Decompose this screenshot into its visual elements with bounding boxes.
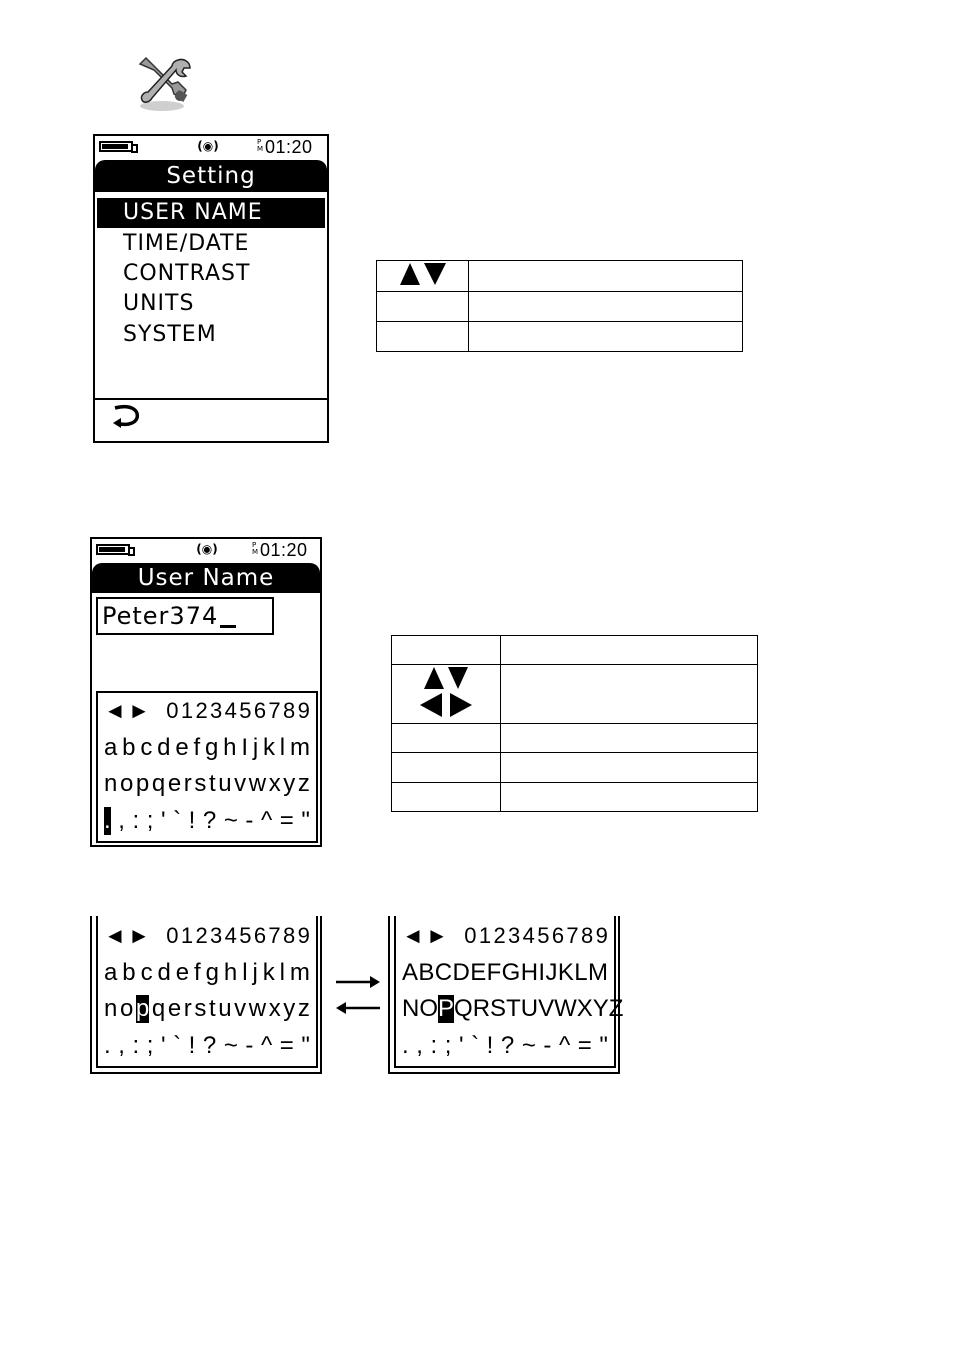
key-table-username	[391, 635, 758, 812]
setting-screen	[93, 134, 329, 443]
right-arrow-key[interactable]: ►	[426, 923, 448, 948]
menu-item[interactable]: CONTRAST	[123, 261, 251, 286]
up-down-arrows-icon	[377, 261, 469, 292]
character-key[interactable]: !	[188, 1032, 196, 1059]
character-row	[104, 1030, 310, 1062]
character-key[interactable]: d	[157, 734, 171, 761]
character-key[interactable]: m	[289, 959, 310, 986]
screen-title: User Name	[92, 563, 320, 593]
character-key[interactable]: 0	[166, 923, 179, 948]
uppercase-grid-frame	[388, 916, 624, 1074]
character-key[interactable]: r	[183, 995, 192, 1022]
character-key[interactable]: 5	[239, 698, 252, 723]
character-key[interactable]: q	[151, 770, 166, 797]
character-key[interactable]: 6	[551, 923, 565, 948]
character-key[interactable]: Y	[592, 995, 609, 1022]
character-key[interactable]: .	[104, 1032, 111, 1059]
character-key[interactable]: E	[470, 959, 487, 986]
character-key[interactable]: M	[587, 959, 608, 986]
character-key[interactable]: s	[194, 770, 207, 797]
direction-arrows-icon	[392, 665, 501, 724]
ampm-indicator: P M	[252, 541, 259, 556]
character-key[interactable]: X	[576, 995, 593, 1022]
lowercase-grid-frame	[90, 916, 322, 1074]
character-key[interactable]: o	[119, 995, 134, 1022]
character-key[interactable]: W	[554, 995, 577, 1022]
character-key[interactable]: 1	[478, 923, 492, 948]
character-row	[402, 993, 624, 1025]
character-key[interactable]: 6	[253, 923, 267, 948]
character-key[interactable]: =	[279, 1032, 294, 1059]
character-key[interactable]: `	[471, 1032, 480, 1059]
character-key[interactable]: 3	[210, 698, 223, 723]
character-key[interactable]: "	[301, 807, 310, 834]
character-key[interactable]: .	[402, 1032, 409, 1059]
character-key[interactable]: f	[193, 734, 201, 761]
character-key[interactable]: ;	[146, 1032, 154, 1059]
menu-item[interactable]: SYSTEM	[123, 322, 217, 347]
character-key[interactable]: g	[205, 959, 219, 986]
back-arrow-icon[interactable]	[109, 402, 149, 439]
character-key[interactable]: l	[242, 959, 248, 986]
character-key[interactable]: G	[501, 959, 521, 986]
character-key[interactable]: 5	[239, 923, 252, 948]
left-arrow-key[interactable]: ◄	[104, 698, 126, 723]
character-key[interactable]: 2	[195, 923, 208, 948]
character-key[interactable]: ~	[521, 1032, 536, 1059]
character-key[interactable]: z	[297, 770, 310, 797]
character-key[interactable]: :	[132, 807, 140, 834]
character-key[interactable]: u	[218, 770, 232, 797]
character-grid[interactable]	[96, 691, 318, 843]
character-row	[402, 1030, 608, 1062]
key-desc-cell	[501, 783, 758, 812]
character-key[interactable]: ~	[223, 807, 238, 834]
character-key[interactable]: s	[194, 995, 207, 1022]
character-key[interactable]: S	[490, 995, 507, 1022]
username-value: Peter374	[102, 602, 219, 630]
character-key[interactable]: B	[418, 959, 435, 986]
character-key[interactable]: g	[204, 734, 219, 761]
character-key[interactable]: =	[577, 1032, 592, 1059]
divider	[95, 398, 327, 400]
key-desc-cell	[501, 636, 758, 665]
character-key[interactable]: d	[157, 959, 171, 986]
character-key[interactable]: 0	[464, 923, 477, 948]
key-cell	[377, 292, 469, 322]
character-key[interactable]: k	[262, 734, 275, 761]
key-desc-cell	[469, 322, 743, 352]
character-key[interactable]: '	[458, 1032, 464, 1059]
character-key[interactable]: Q	[454, 995, 473, 1022]
character-key[interactable]: m	[289, 734, 310, 761]
character-key[interactable]: b	[122, 734, 136, 761]
character-key[interactable]: q	[151, 995, 166, 1022]
menu-item[interactable]: UNITS	[123, 291, 195, 316]
character-key[interactable]: O	[419, 995, 439, 1022]
character-key[interactable]: 8	[283, 923, 296, 948]
character-key[interactable]: -	[245, 1032, 254, 1059]
character-key[interactable]: j	[252, 959, 258, 986]
character-key[interactable]: ^	[260, 807, 273, 834]
eye-icon: (◉)	[196, 542, 218, 556]
character-key[interactable]: I	[241, 734, 248, 761]
character-key[interactable]: 2	[195, 698, 208, 723]
character-key[interactable]: r	[183, 770, 192, 797]
character-key[interactable]: -	[245, 807, 254, 834]
character-key[interactable]: 3	[210, 923, 223, 948]
character-key[interactable]: 4	[224, 698, 237, 723]
character-key[interactable]: p	[135, 995, 150, 1022]
character-key[interactable]: U	[520, 995, 539, 1022]
character-row	[104, 993, 310, 1025]
key-table-setting	[376, 260, 743, 352]
key-cell	[377, 322, 469, 352]
character-key[interactable]: ;	[146, 807, 154, 834]
ampm-indicator: P M	[257, 138, 264, 153]
key-desc-cell	[469, 261, 743, 292]
character-key[interactable]: c	[140, 959, 153, 986]
character-key[interactable]: K	[557, 959, 574, 986]
character-key[interactable]: ,	[118, 1032, 125, 1059]
character-key[interactable]: "	[301, 1032, 310, 1059]
character-key[interactable]: !	[188, 807, 196, 834]
character-key[interactable]: J	[545, 959, 558, 986]
character-key[interactable]: h	[223, 734, 237, 761]
character-key[interactable]: e	[167, 995, 182, 1022]
character-key[interactable]: t	[208, 770, 216, 797]
character-key[interactable]: w	[248, 995, 267, 1022]
character-key[interactable]: ?	[500, 1032, 515, 1059]
character-key[interactable]: `	[173, 807, 182, 834]
character-key[interactable]: -	[543, 1032, 552, 1059]
character-key[interactable]: I	[538, 959, 546, 986]
character-key[interactable]: ?	[202, 1032, 217, 1059]
character-row	[104, 732, 310, 764]
character-key[interactable]: N	[402, 995, 420, 1022]
character-key[interactable]: A	[402, 959, 419, 986]
character-key[interactable]: ?	[202, 807, 217, 834]
character-key[interactable]: 9	[297, 923, 310, 948]
menu-item[interactable]: TIME/DATE	[123, 231, 250, 256]
clock: 01:20	[265, 137, 313, 157]
character-key[interactable]: '	[160, 1032, 166, 1059]
character-key[interactable]: e	[175, 959, 190, 986]
character-key[interactable]: n	[104, 995, 118, 1022]
character-key[interactable]: :	[132, 1032, 140, 1059]
character-key[interactable]: 6	[253, 698, 267, 723]
character-key[interactable]: e	[167, 770, 182, 797]
character-key[interactable]: z	[297, 995, 310, 1022]
character-key[interactable]: 4	[224, 923, 237, 948]
character-key[interactable]: x	[268, 995, 281, 1022]
key-desc-cell	[469, 292, 743, 322]
character-key[interactable]: V	[538, 995, 555, 1022]
battery-icon	[96, 544, 130, 555]
character-row	[104, 805, 310, 837]
character-key[interactable]: 9	[297, 698, 310, 723]
key-cell	[392, 783, 501, 812]
character-key[interactable]: 8	[581, 923, 594, 948]
eye-icon: (◉)	[197, 139, 219, 153]
uppercase-character-grid[interactable]	[394, 916, 624, 1068]
character-key[interactable]: 5	[537, 923, 550, 948]
character-key[interactable]: l	[279, 959, 285, 986]
character-key[interactable]: c	[140, 734, 153, 761]
character-key[interactable]: 3	[508, 923, 521, 948]
character-key[interactable]: C	[434, 959, 453, 986]
character-key[interactable]: p	[135, 770, 150, 797]
character-key[interactable]: `	[173, 1032, 182, 1059]
key-cell	[392, 636, 501, 665]
username-input[interactable]	[96, 597, 274, 635]
character-key[interactable]: R	[472, 995, 491, 1022]
character-key[interactable]: a	[104, 959, 118, 986]
menu-item[interactable]: USER NAME	[97, 198, 325, 228]
character-row	[104, 768, 310, 800]
character-row	[104, 695, 310, 727]
username-screen	[90, 537, 322, 847]
character-key[interactable]: 7	[268, 923, 281, 948]
character-key[interactable]: x	[268, 770, 281, 797]
character-key[interactable]: 9	[595, 923, 608, 948]
character-key[interactable]: 7	[566, 923, 579, 948]
character-key[interactable]: T	[506, 995, 521, 1022]
character-key[interactable]: ~	[223, 1032, 238, 1059]
character-key[interactable]: e	[175, 734, 189, 761]
character-key[interactable]: P	[438, 995, 455, 1022]
clock: 01:20	[260, 540, 308, 560]
character-key[interactable]: =	[279, 807, 294, 834]
character-key[interactable]: ,	[416, 1032, 423, 1059]
character-key[interactable]: F	[486, 959, 502, 986]
status-bar	[92, 539, 320, 561]
character-key[interactable]: u	[218, 995, 232, 1022]
battery-icon	[99, 141, 133, 152]
character-row	[104, 920, 310, 952]
character-key[interactable]: ;	[444, 1032, 452, 1059]
character-key[interactable]: o	[119, 770, 134, 797]
character-key[interactable]: f	[194, 959, 201, 986]
character-key[interactable]: :	[430, 1032, 438, 1059]
character-key[interactable]: 8	[283, 698, 296, 723]
key-cell	[392, 724, 501, 753]
character-key[interactable]: n	[104, 770, 118, 797]
character-key[interactable]: ,	[118, 807, 125, 834]
character-key[interactable]: y	[283, 770, 296, 797]
character-key[interactable]: '	[160, 807, 166, 834]
character-key[interactable]: 4	[522, 923, 535, 948]
tools-icon	[132, 54, 196, 112]
character-key[interactable]: v	[234, 770, 247, 797]
character-row	[402, 957, 608, 989]
character-key[interactable]: h	[223, 959, 238, 986]
character-key[interactable]: w	[248, 770, 267, 797]
character-key[interactable]: 2	[493, 923, 506, 948]
character-key[interactable]: j	[252, 734, 259, 761]
text-cursor	[220, 625, 236, 628]
character-key[interactable]: v	[234, 995, 247, 1022]
character-row	[402, 920, 608, 952]
screen-title: Setting	[95, 160, 327, 192]
character-key[interactable]: y	[283, 995, 296, 1022]
character-key[interactable]: b	[122, 959, 136, 986]
left-arrow-key[interactable]: ◄	[402, 923, 424, 948]
character-key[interactable]: !	[486, 1032, 494, 1059]
key-desc-cell	[501, 665, 758, 724]
character-key[interactable]: "	[599, 1032, 608, 1059]
key-desc-cell	[501, 724, 758, 753]
character-key[interactable]: 1	[180, 698, 194, 723]
left-arrow-key[interactable]: ◄	[104, 923, 126, 948]
character-key[interactable]: ^	[558, 1032, 571, 1059]
right-arrow-key[interactable]: ►	[128, 698, 150, 723]
character-key[interactable]: k	[262, 959, 275, 986]
character-key[interactable]: H	[520, 959, 539, 986]
character-key[interactable]: D	[452, 959, 470, 986]
character-key[interactable]: a	[104, 734, 118, 761]
right-arrow-key[interactable]: ►	[128, 923, 150, 948]
character-key[interactable]: .	[104, 807, 111, 834]
lowercase-character-grid[interactable]	[96, 916, 318, 1068]
character-key[interactable]: L	[574, 959, 588, 986]
character-key[interactable]: 1	[180, 923, 194, 948]
character-key[interactable]: Z	[608, 995, 624, 1022]
status-bar	[95, 136, 327, 158]
switch-arrows-icon	[334, 972, 382, 1018]
character-row	[104, 957, 310, 989]
character-key[interactable]: ^	[260, 1032, 273, 1059]
key-cell	[392, 753, 501, 783]
character-key[interactable]: 7	[268, 698, 281, 723]
character-key[interactable]: l	[279, 734, 286, 761]
key-desc-cell	[501, 753, 758, 783]
character-key[interactable]: 0	[166, 698, 179, 723]
character-key[interactable]: t	[208, 995, 216, 1022]
